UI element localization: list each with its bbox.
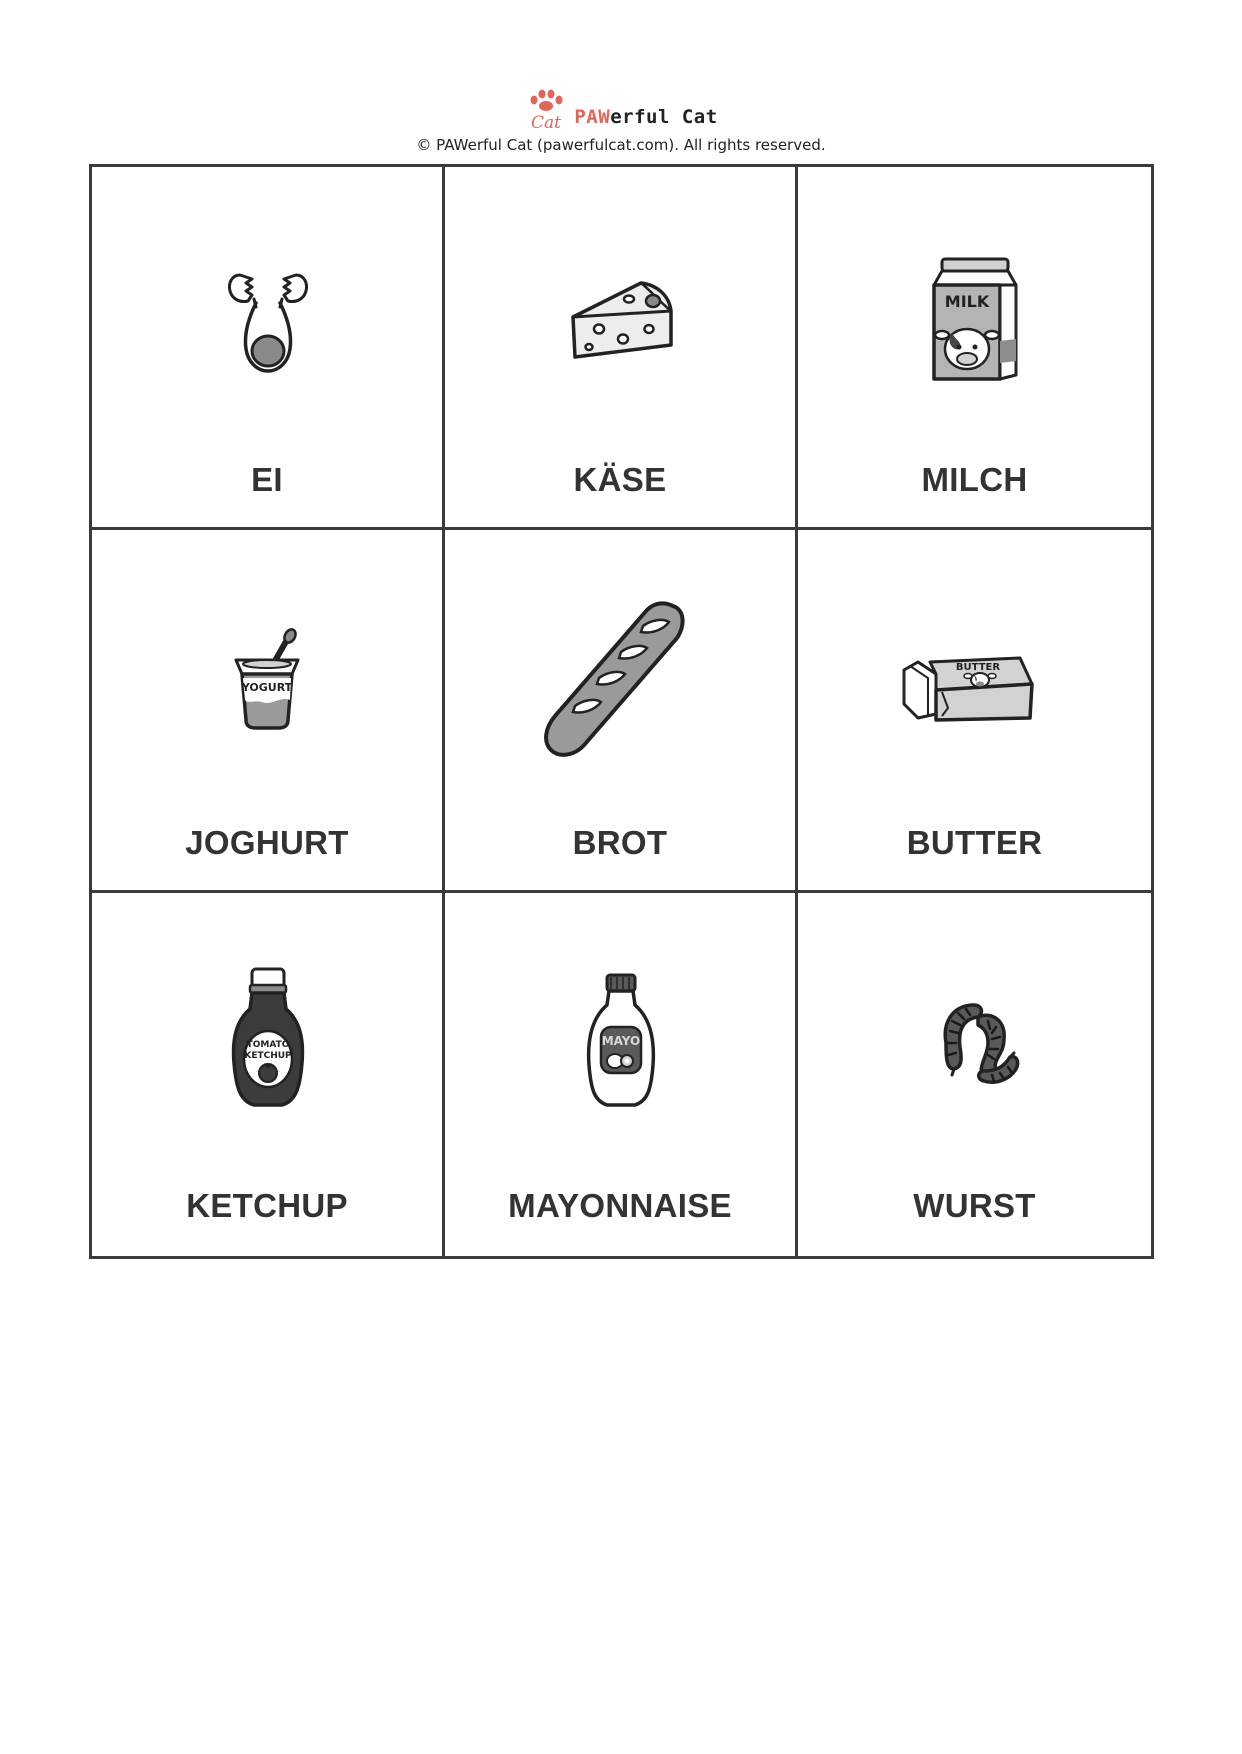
card-cheese: [445, 167, 798, 530]
card-label: EI: [251, 461, 283, 498]
card-label: MILCH: [921, 461, 1028, 498]
card-label: BROT: [572, 824, 668, 861]
card-egg: [92, 167, 445, 530]
mayo-bottle-icon: [545, 965, 695, 1125]
svg-text:TOMATO: TOMATO: [246, 1040, 290, 1050]
card-label: JOGHURT: [185, 824, 349, 861]
baguette-icon: [535, 592, 705, 762]
card-label: MAYONNAISE: [508, 1187, 732, 1224]
svg-text:MAYO: MAYO: [601, 1034, 641, 1048]
flashcard-grid: [89, 164, 1154, 1259]
brand-name-accent: PAW: [574, 106, 611, 128]
card-bread: [445, 530, 798, 893]
svg-text:MILK: MILK: [944, 292, 989, 311]
brand-name: [574, 106, 717, 132]
card-label: KÄSE: [573, 461, 667, 498]
egg-icon: [192, 245, 342, 395]
ketchup-bottle-icon: [192, 963, 342, 1123]
butter-block-icon: [890, 608, 1060, 758]
brand-name-rest: erful Cat: [610, 106, 718, 128]
yogurt-cup-icon: [192, 608, 342, 758]
cheese-icon: [545, 245, 695, 395]
card-yogurt: [92, 530, 445, 893]
svg-text:Cat: Cat: [531, 113, 562, 132]
card-butter: [798, 530, 1151, 893]
card-sausage: [798, 893, 1151, 1256]
card-label: KETCHUP: [186, 1187, 348, 1224]
copyright-notice: © PAWerful Cat (pawerfulcat.com). All rights reserved.: [416, 136, 826, 154]
paw-logo-icon: [524, 88, 568, 132]
svg-text:BUTTER: BUTTER: [955, 662, 1000, 673]
page-header: [0, 86, 1242, 154]
card-milk: [798, 167, 1151, 530]
sausage-icon: [900, 971, 1050, 1121]
card-mayo: [445, 893, 798, 1256]
milk-carton-icon: [900, 245, 1050, 395]
card-label: WURST: [913, 1187, 1036, 1224]
brand: [0, 86, 1242, 132]
svg-text:KETCHUP: KETCHUP: [244, 1051, 292, 1061]
card-label: BUTTER: [906, 824, 1043, 861]
card-ketchup: [92, 893, 445, 1256]
svg-text:YOGURT: YOGURT: [241, 681, 293, 694]
